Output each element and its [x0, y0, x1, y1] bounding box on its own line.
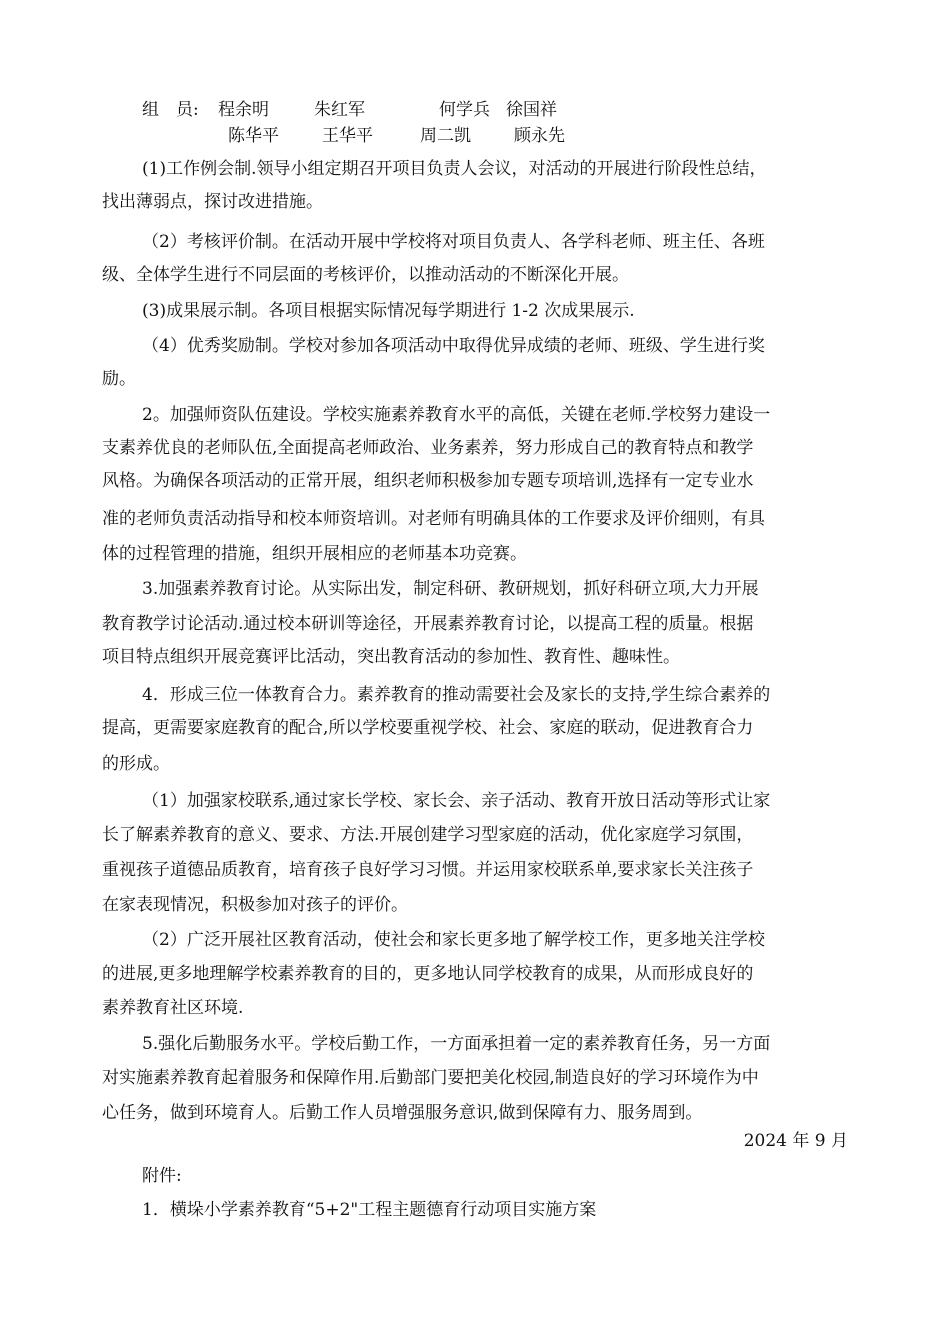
- body-line: 提高，更需要家庭教育的配合,所以学校要重视学校、社会、家庭的联动，促进教育合力: [102, 718, 754, 738]
- body-line: 准的老师负责活动指导和校本师资培训。对老师有明确具体的工作要求及评价细则，有具: [102, 509, 765, 529]
- body-line: 级、全体学生进行不同层面的考核评价，以推动活动的不断深化开展。: [102, 265, 629, 285]
- body-line: （2）广泛开展社区教育活动，使社会和家长更多地了解学校工作，更多地关注学校: [142, 930, 765, 950]
- member-name: 程余明: [218, 100, 269, 120]
- body-line: 支素养优良的老师队伍,全面提高老师政治、业务素养，努力形成自己的教育特点和教学: [102, 438, 754, 458]
- body-line: (3)成果展示制。各项目根据实际情况每学期进行 1-2 次成果展示.: [142, 301, 635, 321]
- members-row-1: [142, 98, 557, 122]
- body-line: 对实施素养教育起着服务和保障作用.后勤部门要把美化校园,制造良好的学习环境作为中: [102, 1068, 759, 1088]
- member-name: 王华平: [322, 126, 373, 146]
- body-line: 的进展,更多地理解学校素养教育的目的，更多地认同学校教育的成果，从而形成良好的: [102, 964, 754, 984]
- member-name: 陈华平: [228, 126, 279, 146]
- body-line: 教育教学讨论活动.通过校本研训等途径，开展素养教育讨论，以提高工程的质量。根据: [102, 614, 754, 634]
- body-line: 的形成。: [102, 754, 170, 774]
- body-line: （1）加强家校联系,通过家长学校、家长会、亲子活动、教育开放日活动等形式让家: [142, 791, 771, 811]
- body-line: 素养教育社区环境.: [102, 998, 244, 1018]
- body-line: 4．形成三位一体教育合力。素养教育的推动需要社会及家长的支持,学生综合素养的: [142, 685, 771, 705]
- body-line: （2）考核评价制。在活动开展中学校将对项目负责人、各学科老师、班主任、各班: [142, 232, 765, 252]
- member-name: 徐国祥: [506, 100, 557, 120]
- body-line: 5.强化后勤服务水平。学校后勤工作，一方面承担着一定的素养教育任务，另一方面: [142, 1034, 771, 1054]
- body-line: 风格。为确保各项活动的正常开展，组织老师积极参加专题专项培训,选择有一定专业水: [102, 471, 754, 491]
- body-line: 长了解素养教育的意义、要求、方法.开展创建学习型家庭的活动，优化家庭学习氛围，: [102, 825, 754, 845]
- body-line: 3.加强素养教育讨论。从实际出发，制定科研、教研规划，抓好科研立项,大力开展: [142, 579, 759, 599]
- body-line: 项目特点组织开展竞赛评比活动，突出教育活动的参加性、教育性、趣味性。: [102, 647, 680, 667]
- member-name: 何学兵: [439, 100, 490, 120]
- body-line: 心任务，做到环境育人。后勤工作人员增强服务意识,做到保障有力、服务周到。: [102, 1103, 703, 1123]
- attachment-item: 1．横垛小学素养教育“5+2"工程主题德育行动项目实施方案: [142, 1200, 597, 1220]
- body-line: 2。加强师资队伍建设。学校实施素养教育水平的高低，关键在老师.学校努力建设一: [142, 405, 771, 425]
- body-line: 励。: [102, 369, 136, 389]
- document-date: 2024 年 9 月: [743, 1131, 848, 1151]
- body-line: （4）优秀奖励制。学校对参加各项活动中取得优异成绩的老师、班级、学生进行奖: [142, 336, 765, 356]
- member-name: 朱红军: [314, 100, 365, 120]
- body-line: (1)工作例会制.领导小组定期召开项目负责人会议，对活动的开展进行阶段性总结，: [142, 159, 767, 179]
- body-line: 体的过程管理的措施，组织开展相应的老师基本功竞赛。: [102, 544, 527, 564]
- members-label: 组 员:: [142, 100, 199, 120]
- body-line: 在家表现情况，积极参加对孩子的评价。: [102, 895, 408, 915]
- attachment-label: 附件:: [142, 1166, 182, 1186]
- member-name: 顾永先: [514, 126, 565, 146]
- member-name: 周二凯: [420, 126, 471, 146]
- body-line: 找出薄弱点，探讨改进措施。: [102, 192, 323, 212]
- body-line: 重视孩子道德品质教育，培育孩子良好学习习惯。并运用家校联系单,要求家长关注孩子: [102, 860, 754, 880]
